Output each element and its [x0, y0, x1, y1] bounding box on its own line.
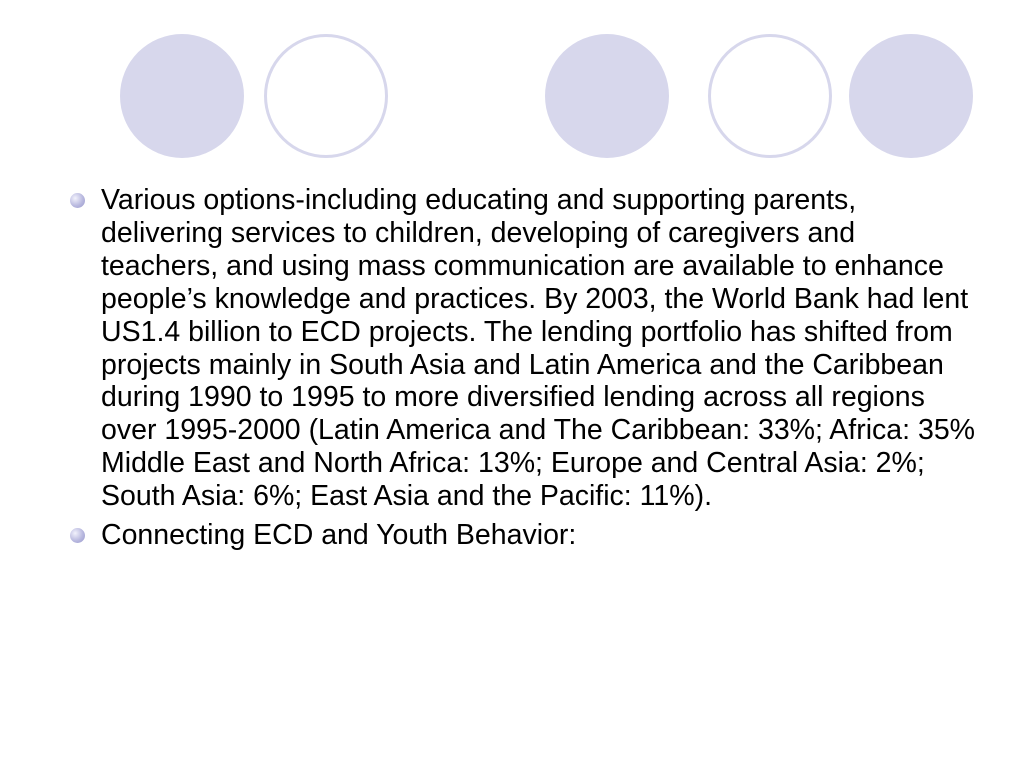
- bullet-dot-icon: [70, 528, 85, 543]
- bullet-text: Connecting ECD and Youth Behavior:: [101, 519, 577, 552]
- bullet-dot-icon: [70, 193, 85, 208]
- bullet-item: [64, 184, 979, 513]
- bullet-item: [64, 519, 979, 552]
- decorative-circle-filled: [849, 34, 973, 158]
- decorative-circle-outline: [264, 34, 388, 158]
- bullet-list: [64, 184, 979, 558]
- decorative-circle-filled: [120, 34, 244, 158]
- decorative-circle-outline: [708, 34, 832, 158]
- bullet-text: Various options-including educating and supporting parents, delivering services to children, developing of caregivers and teachers, and using mass communication are available to enhance people’s knowledge and practices. By 2003, the World Bank had lent US1.4 billion to ECD projects. The lending portfolio has shifted from projects mainly in South Asia and Latin America and the Caribbean during 1990 to 1995 to more diversified lending across all regions over 1995-2000 (Latin America and The Caribbean: 33%; Africa: 35% Middle East and North Africa: 13%; Europe and Central Asia: 2%; South Asia: 6%; East Asia and the Pacific: 11%).: [101, 184, 976, 513]
- decorative-circle-filled: [545, 34, 669, 158]
